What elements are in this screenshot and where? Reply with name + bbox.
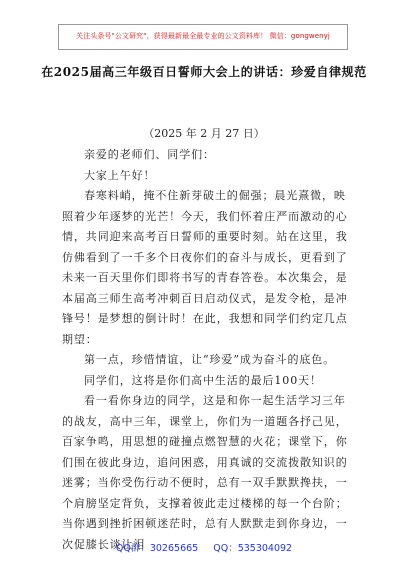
footer-qq: QQ：535304092	[213, 543, 293, 554]
footer-qq-group: QQ群：30265665	[115, 543, 199, 554]
greeting: 大家上午好！	[84, 168, 156, 182]
paragraph: 看一看你身边的同学，这是和你一起生活学习三年的战友，高中三年，课堂上，你们为一道题各抒己见，百家争鸣，用思想的碰撞点燃智慧的火花；课堂下，你们围在彼此身边，追问困惑，用真诚的交流拨散知识的迷雾；当你受伤行动不便时，总有一双手默默搀扶，一个肩膀坚定背负，支撑着彼此走过楼梯的每一个台阶；当你遇到挫折困顿迷茫时，总有人默默走到你身边，一次促膝长谈让泪	[62, 394, 348, 551]
header-notice-box	[58, 24, 348, 50]
paragraph: 春寒料峭，掩不住新芽破土的倔强；晨光熹微，映照着少年逐梦的光芒！今天，我们怀着庄严而激动的心情，共同迎来高考百日誓师的重要时刻。站在这里，我仿佛看到了一千多个日夜你们的奋斗与成长，更看到了未来一百天里你们即将书写的青春答卷。本次集会，是本届高三师生高考冲刺百日启动仪式，是发令枪，是冲锋号！是梦想的倒计时！在此，我想和同学们约定几点期望：	[62, 189, 348, 346]
document-date: （2025 年 2 月 27 日）	[143, 127, 265, 140]
salutation: 亲爱的老师们、同学们：	[84, 148, 215, 161]
paragraph: 同学们，这将是你们高中生活的最后100天！	[84, 373, 322, 387]
paragraph: 第一点，珍惜情谊，让“珍爱”成为奋斗的底色。	[84, 353, 336, 366]
footer-contact	[0, 540, 408, 554]
document-title: 在2025届高三年级百日誓师大会上的讲话：珍爱自律规范	[41, 65, 367, 79]
document-body	[62, 145, 350, 555]
header-notice-text: 关注头条号"公文研究"，获得最新最全最专业的公文资料库！ 微信：gongwenyj	[76, 32, 330, 40]
